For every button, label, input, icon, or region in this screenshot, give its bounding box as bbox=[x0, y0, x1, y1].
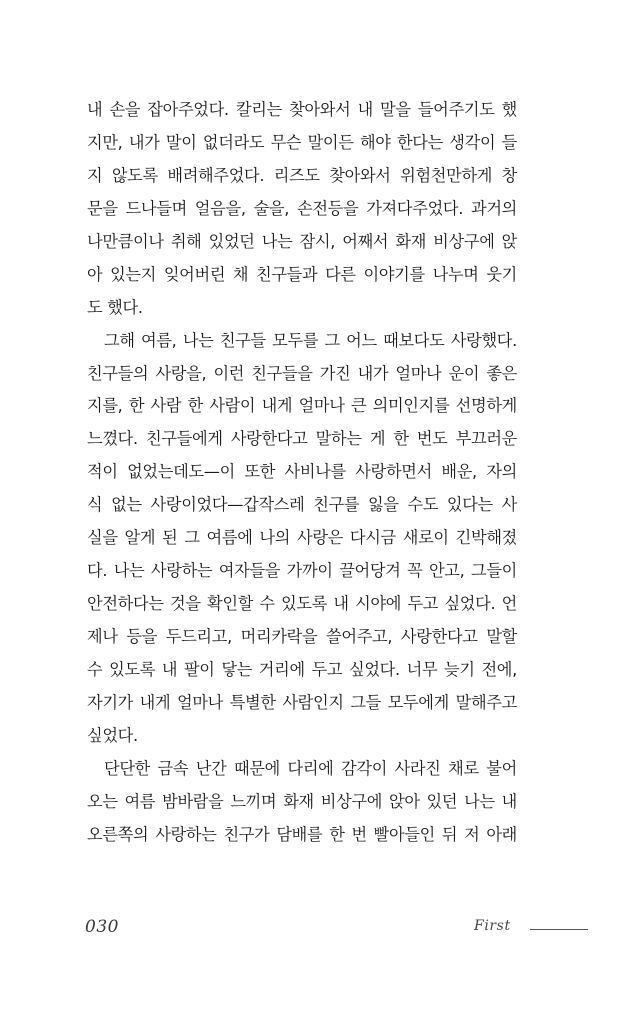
text-line: 지만, 내가 말이 없더라도 무슨 말이든 해야 한다는 생각이 들 bbox=[87, 132, 517, 152]
body-text bbox=[87, 94, 517, 852]
page-number: 030 bbox=[85, 917, 119, 937]
paragraph-3 bbox=[87, 753, 517, 852]
text-line: 오는 여름 밤바람을 느끼며 화재 비상구에 앉아 있던 나는 내 bbox=[87, 791, 517, 811]
text-line: 도 했다. bbox=[87, 297, 143, 317]
text-line: 그해 여름, 나는 친구들 모두를 그 어느 때보다도 사랑했다. bbox=[104, 330, 517, 350]
text-line: 제나 등을 두드리고, 머리카락을 쓸어주고, 사랑한다고 말할 bbox=[87, 627, 517, 646]
text-line: 자기가 내게 얼마나 특별한 사람인지 그들 모두에게 말해주고 bbox=[87, 692, 517, 712]
text-line: 다. 나는 사랑하는 여자들을 가까이 끌어당겨 꼭 안고, 그들이 bbox=[87, 561, 517, 581]
text-line: 실을 알게 된 그 여름에 나의 사랑은 다시금 새로이 긴박해졌 bbox=[87, 528, 517, 548]
text-line: 친구들의 사랑을, 이런 친구들을 가진 내가 얼마나 운이 좋은 bbox=[87, 363, 517, 383]
text-line: 안전하다는 것을 확인할 수 있도록 내 시야에 두고 싶었다. 언 bbox=[87, 594, 517, 614]
text-line: 오른쪽의 사랑하는 친구가 담배를 한 번 빨아들인 뒤 저 아래 bbox=[87, 824, 517, 844]
text-line: 단단한 금속 난간 때문에 다리에 감각이 사라진 채로 불어 bbox=[104, 758, 517, 778]
text-line: 문을 드나들며 얼음을, 술을, 손전등을 가져다주었다. 과거의 bbox=[87, 198, 517, 218]
text-line: 싶었다. bbox=[87, 725, 138, 745]
text-line: 느꼈다. 친구들에게 사랑한다고 말하는 게 한 번도 부끄러운 bbox=[87, 429, 517, 449]
text-line: 지 않도록 배려해주었다. 리즈도 찾아와서 위험천만하게 창 bbox=[87, 165, 517, 185]
text-line: 식 없는 사랑이었다—갑작스레 친구를 잃을 수도 있다는 사 bbox=[87, 495, 517, 515]
text-line: 지를, 한 사람 한 사람이 내게 얼마나 큰 의미인지를 선명하게 bbox=[87, 396, 517, 416]
text-line: 적이 없었는데도—이 또한 사비나를 사랑하면서 배운, 자의 bbox=[87, 462, 517, 482]
paragraph-1 bbox=[87, 94, 517, 325]
text-line: 나만큼이나 취해 있었던 나는 잠시, 어째서 화재 비상구에 앉 bbox=[87, 231, 517, 251]
text-line: 내 손을 잡아주었다. 칼리는 찾아와서 내 말을 들어주기도 했 bbox=[87, 100, 517, 119]
paragraph-2 bbox=[87, 325, 517, 753]
running-head: First bbox=[474, 918, 511, 934]
page-footer bbox=[0, 912, 640, 948]
footer-rule bbox=[530, 929, 588, 930]
text-line: 수 있도록 내 팔이 닿는 거리에 두고 싶었다. 너무 늦기 전에, bbox=[87, 659, 517, 679]
text-line: 아 있는지 잊어버린 채 친구들과 다른 이야기를 나누며 웃기 bbox=[87, 264, 517, 284]
